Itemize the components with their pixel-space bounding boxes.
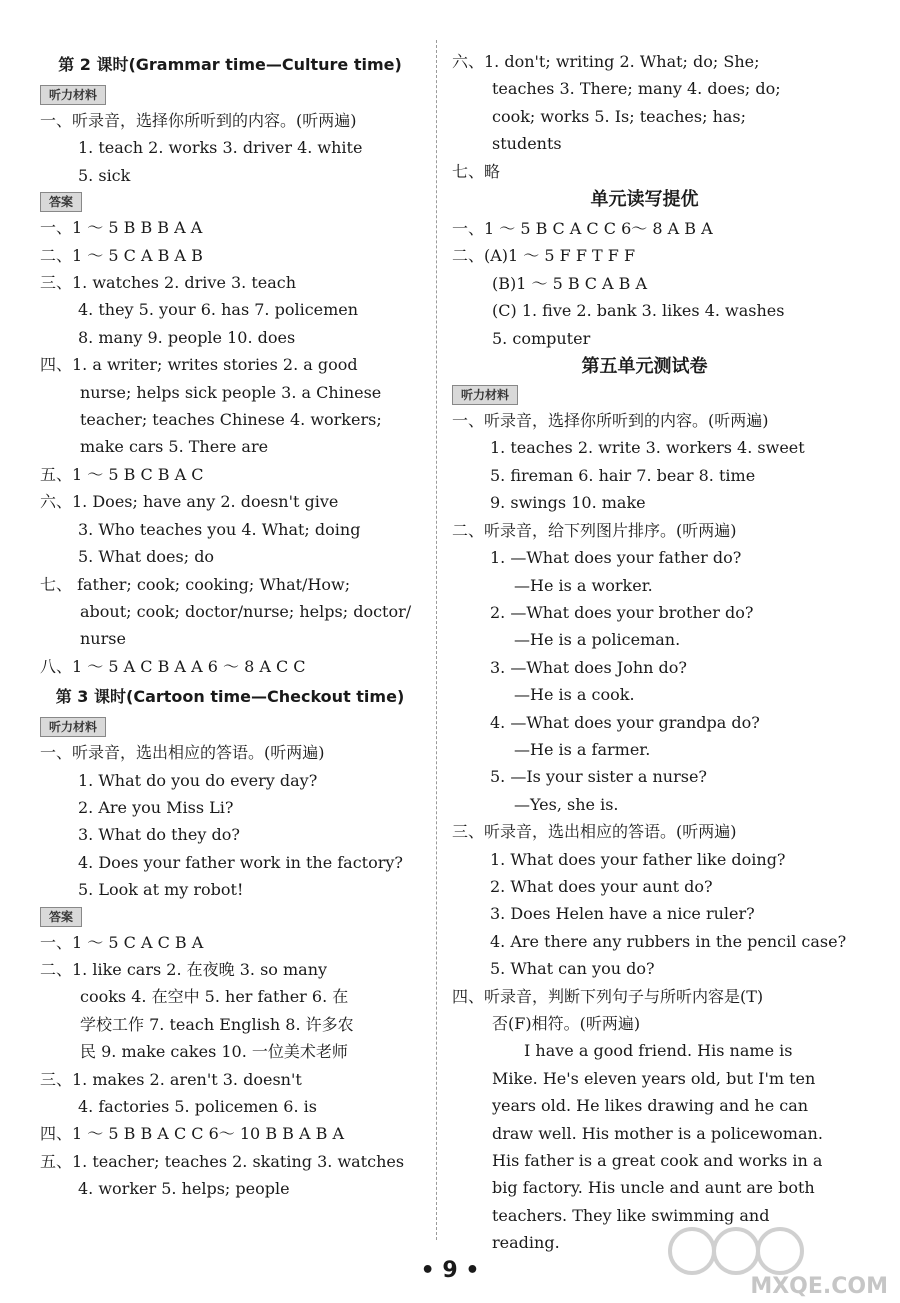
text-line: 四、听录音，判断下列句子与所听内容是(T) — [452, 986, 764, 1006]
text-line: nurse — [80, 629, 126, 649]
text-line: nurse; helps sick people 3. a Chinese — [80, 382, 382, 402]
text-line: 3. —What does John do? — [490, 657, 687, 677]
lesson3-answers-list — [40, 929, 420, 1203]
watermark-circle-icon — [714, 1229, 758, 1273]
text-line: 六、1. Does; have any 2. doesn't give — [40, 492, 339, 512]
text-line: 五、1 ～ 5 B C B A C — [40, 464, 204, 484]
left-column — [40, 48, 420, 1203]
text-line: make cars 5. There are — [80, 437, 269, 457]
text-line: —He is a worker. — [514, 575, 653, 595]
unit-test-title: 第五单元测试卷 — [581, 356, 708, 378]
continued-answers-list — [452, 48, 837, 185]
text-line: —He is a farmer. — [514, 739, 651, 759]
text-line: 3. Who teaches you 4. What; doing — [78, 519, 361, 539]
text-line: 二、听录音，给下列图片排序。(听两遍) — [452, 520, 737, 540]
text-line: 5. —Is your sister a nurse? — [490, 767, 707, 787]
text-line: 4. worker 5. helps; people — [78, 1179, 290, 1199]
text-line: 三、听录音，选出相应的答语。(听两遍) — [452, 822, 737, 842]
text-line: 七、略 — [452, 161, 501, 181]
unit-test-listening-list — [452, 407, 847, 1037]
unit-reading-writing-title: 单元读写提优 — [590, 189, 699, 211]
page-number: • 9 • — [420, 1258, 480, 1283]
lesson2-title: 第 2 课时(Grammar time—Culture time) — [58, 55, 402, 74]
answer-tag: 答案 — [40, 907, 82, 927]
text-line: 学校工作 7. teach English 8. 许多农 — [80, 1014, 354, 1034]
text-line: 1. teaches 2. write 3. workers 4. sweet — [490, 438, 805, 458]
watermark-logo — [652, 1219, 892, 1299]
text-line: 七、 father; cook; cooking; What/How; — [40, 574, 351, 594]
right-column — [452, 48, 847, 1257]
reading-writing-answers-list — [452, 215, 837, 352]
text-line: 1. What do you do every day? — [78, 770, 318, 790]
text-line: —Yes, she is. — [514, 794, 619, 814]
text-line: 五、1. teacher; teaches 2. skating 3. watches — [40, 1151, 405, 1171]
text-line: 4. they 5. your 6. has 7. policemen — [78, 300, 359, 320]
lesson2-listening-list — [40, 107, 420, 189]
text-line: 3. What do they do? — [78, 825, 240, 845]
text-line: 3. Does Helen have a nice ruler? — [490, 904, 755, 924]
text-line: 4. —What does your grandpa do? — [490, 712, 760, 732]
text-line: 5. computer — [492, 328, 591, 348]
text-line: 2. What does your aunt do? — [490, 876, 713, 896]
listening-material-tag: 听力材料 — [452, 385, 518, 405]
text-line: 二、1. like cars 2. 在夜晚 3. so many — [40, 959, 328, 979]
text-line: (B)1 ～ 5 B C A B A — [492, 273, 648, 293]
text-line: teacher; teaches Chinese 4. workers; — [80, 410, 382, 430]
text-line: 9. swings 10. make — [490, 493, 646, 513]
text-line: 4. Are there any rubbers in the pencil case? — [490, 931, 847, 951]
text-line: 一、听录音，选出相应的答语。(听两遍) — [40, 743, 325, 763]
text-line: 4. Does your father work in the factory? — [78, 852, 403, 872]
text-line: students — [492, 134, 562, 154]
text-line: 5. sick — [78, 165, 131, 185]
text-line: 八、1 ～ 5 A C B A A 6 ～ 8 A C C — [40, 656, 306, 676]
text-line: 一、听录音，选择你所听到的内容。(听两遍) — [40, 111, 357, 130]
text-line: 三、1. watches 2. drive 3. teach — [40, 273, 297, 293]
text-line: 四、1 ～ 5 B B A C C 6～ 10 B B A B A — [40, 1124, 345, 1144]
text-line: 2. Are you Miss Li? — [78, 797, 234, 817]
text-line: 六、1. don't; writing 2. What; do; She; — [452, 52, 760, 71]
text-line: 5. What does; do — [78, 547, 215, 567]
text-line: 4. factories 5. policemen 6. is — [78, 1097, 317, 1116]
text-line: 三、1. makes 2. aren't 3. doesn't — [40, 1069, 302, 1089]
lesson3-title: 第 3 课时(Cartoon time—Checkout time) — [55, 687, 405, 707]
text-line: 5. What can you do? — [490, 959, 655, 979]
text-line: (C) 1. five 2. bank 3. likes 4. washes — [492, 301, 785, 321]
text-line: 一、1 ～ 5 C A C B A — [40, 932, 204, 952]
text-line: about; cook; doctor/nurse; helps; doctor/ — [80, 601, 412, 621]
text-line: 5. Look at my robot! — [78, 880, 244, 900]
text-line: cooks 4. 在空中 5. her father 6. 在 — [80, 987, 349, 1007]
text-line: 二、(A)1 ～ 5 F F T F F — [452, 246, 636, 266]
column-divider — [436, 40, 437, 1240]
listening-passage: I have a good friend. His name is Mike. He's eleven years old, but I'm ten years old. He likes drawing and he can draw well. His mother is a policewoman. His father is a great cook and works in a big factory. His uncle and aunt are both teachers. They like swimming and reading. — [492, 1041, 823, 1253]
text-line: 8. many 9. people 10. does — [78, 327, 296, 347]
listening-material-tag: 听力材料 — [40, 717, 106, 737]
text-line: 5. fireman 6. hair 7. bear 8. time — [490, 465, 756, 485]
text-line: 1. —What does your father do? — [490, 548, 742, 568]
watermark-text: MXQE.COM — [750, 1274, 888, 1299]
listening-material-tag: 听力材料 — [40, 85, 106, 105]
text-line: cook; works 5. Is; teaches; has; — [492, 106, 747, 126]
text-line: 2. —What does your brother do? — [490, 602, 754, 622]
text-line: 一、听录音，选择你所听到的内容。(听两遍) — [452, 411, 769, 431]
text-line: 1. What does your father like doing? — [490, 849, 786, 869]
lesson2-answers-list — [40, 214, 420, 680]
text-line: teaches 3. There; many 4. does; do; — [492, 79, 781, 99]
text-line: —He is a policeman. — [514, 630, 681, 650]
text-line: 一、1 ～ 5 B C A C C 6～ 8 A B A — [452, 219, 713, 239]
text-line: —He is a cook. — [514, 685, 635, 705]
text-line: 民 9. make cakes 10. 一位美术老师 — [80, 1042, 348, 1062]
text-line: 二、1 ～ 5 C A B A B — [40, 245, 203, 265]
watermark-circle-icon — [670, 1229, 714, 1273]
answer-tag: 答案 — [40, 192, 82, 212]
text-line: 四、1. a writer; writes stories 2. a good — [40, 355, 358, 375]
watermark-circle-icon — [758, 1229, 802, 1273]
text-line: 一、1 ～ 5 B B B A A — [40, 218, 203, 238]
lesson3-listening-list — [40, 739, 420, 903]
text-line: 1. teach 2. works 3. driver 4. white — [78, 138, 363, 158]
text-line: 否(F)相符。(听两遍) — [492, 1014, 641, 1033]
